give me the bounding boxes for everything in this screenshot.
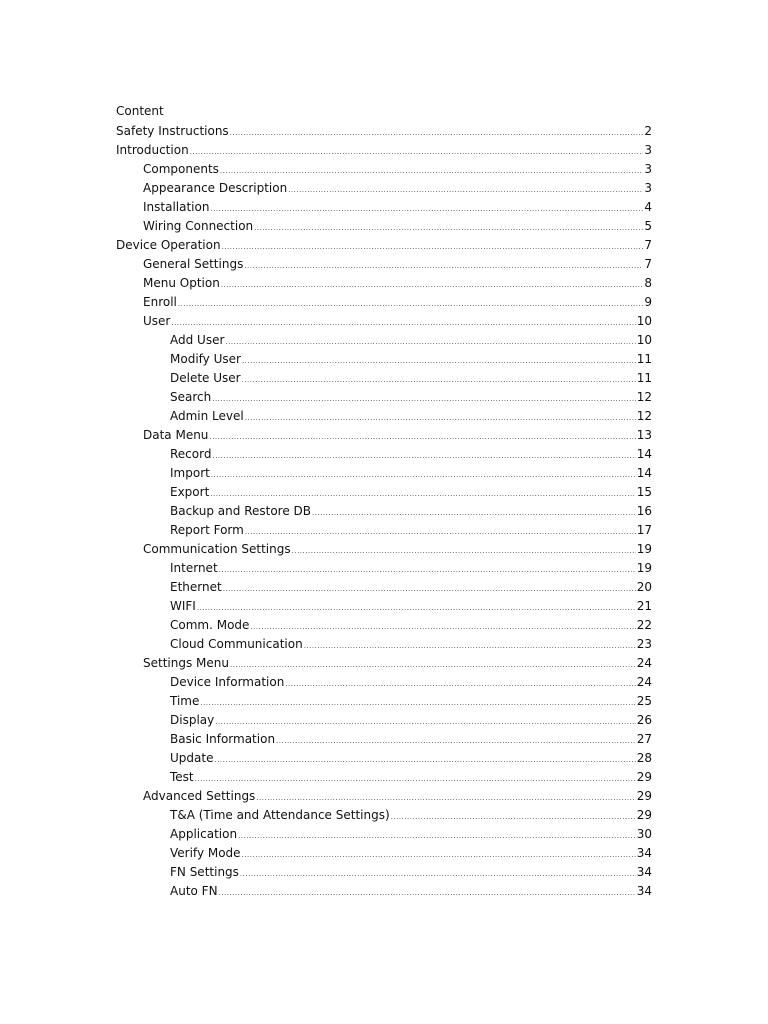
dot-leader [304,637,636,654]
toc-entry[interactable] [116,844,652,863]
toc-entry[interactable] [116,141,652,160]
toc-page-number: 28 [636,751,652,765]
toc-entry-label: T&A (Time and Attendance Settings) [170,808,390,822]
toc-entry-label: Settings Menu [143,656,229,670]
toc-entry-label: Report Form [170,523,244,537]
dot-leader [221,276,644,293]
dot-leader [285,675,635,692]
toc-page-number: 5 [644,219,652,233]
dot-leader [222,238,644,255]
dot-leader [245,409,636,426]
toc-page-number: 3 [644,162,652,176]
dot-leader [230,124,644,141]
dot-leader [230,656,636,673]
dot-leader [219,884,636,901]
toc-entry[interactable] [116,692,652,711]
toc-page-number: 30 [636,827,652,841]
toc-entry-label: Display [170,713,215,727]
toc-page-number: 4 [644,200,652,214]
table-of-contents [116,122,652,901]
toc-entry-label: Verify Mode [170,846,241,860]
dot-leader [211,466,636,483]
toc-entry[interactable] [116,502,652,521]
dot-leader [190,143,644,160]
toc-entry[interactable] [116,730,652,749]
toc-entry-label: Advanced Settings [143,789,256,803]
toc-entry-label: Record [170,447,212,461]
toc-page-number: 7 [644,257,652,271]
dot-leader [212,447,635,464]
dot-leader [225,333,635,350]
toc-page-number: 8 [644,276,652,290]
toc-entry[interactable] [116,331,652,350]
toc-page-number: 19 [636,542,652,556]
dot-leader [240,865,636,882]
toc-page-number: 29 [636,808,652,822]
dot-leader [210,200,643,217]
toc-entry-label: Backup and Restore DB [170,504,312,518]
toc-entry-label: General Settings [143,257,244,271]
dot-leader [210,485,635,502]
dot-leader [276,732,636,749]
toc-entry[interactable] [116,635,652,654]
toc-entry[interactable] [116,559,652,578]
toc-page-number: 15 [636,485,652,499]
dot-leader [200,694,635,711]
dot-leader [245,523,636,540]
toc-page-number: 20 [636,580,652,594]
toc-entry[interactable] [116,578,652,597]
toc-page-number: 24 [636,675,652,689]
toc-entry[interactable] [116,483,652,502]
toc-entry[interactable] [116,825,652,844]
toc-entry-label: WIFI [170,599,196,613]
toc-entry[interactable] [116,749,652,768]
toc-entry-label: Enroll [143,295,177,309]
toc-entry-label: User [143,314,171,328]
toc-entry[interactable] [116,768,652,787]
toc-entry-label: Safety Instructions [116,124,229,138]
toc-entry[interactable] [116,255,652,274]
toc-entry-label: Cloud Communication [170,637,303,651]
toc-entry[interactable] [116,274,652,293]
dot-leader [209,428,635,445]
dot-leader [242,352,636,369]
dot-leader [219,561,636,578]
toc-entry[interactable] [116,350,652,369]
toc-entry[interactable] [116,597,652,616]
toc-entry-label: Admin Level [170,409,244,423]
toc-page-number: 14 [636,447,652,461]
toc-page-number: 9 [644,295,652,309]
dot-leader [171,314,635,331]
toc-entry-label: Application [170,827,238,841]
toc-entry[interactable] [116,426,652,445]
toc-entry-label: Device Information [170,675,285,689]
toc-entry-label: Delete User [170,371,241,385]
toc-page-number: 3 [644,143,652,157]
toc-page-number: 34 [636,846,652,860]
toc-entry-label: Add User [170,333,225,347]
toc-entry-label: Wiring Connection [143,219,254,233]
dot-leader [391,808,636,825]
toc-page-number: 34 [636,865,652,879]
toc-page-number: 22 [636,618,652,632]
dot-leader [195,770,636,787]
dot-leader [244,257,643,274]
toc-page-number: 21 [636,599,652,613]
toc-entry-label: Menu Option [143,276,220,290]
toc-page-number: 29 [636,789,652,803]
toc-entry-label: Time [170,694,200,708]
toc-entry-label: Installation [143,200,210,214]
toc-entry-label: Test [170,770,194,784]
dot-leader [256,789,635,806]
toc-entry[interactable] [116,673,652,692]
toc-page-number: 25 [636,694,652,708]
toc-page-number: 11 [636,352,652,366]
toc-entry[interactable] [116,122,652,141]
toc-entry-label: Ethernet [170,580,222,594]
toc-page-number: 29 [636,770,652,784]
toc-entry-label: Appearance Description [143,181,288,195]
toc-entry[interactable] [116,540,652,559]
toc-entry-label: Search [170,390,212,404]
dot-leader [220,162,643,179]
toc-entry-label: Comm. Mode [170,618,250,632]
dot-leader [254,219,643,236]
toc-page-number: 17 [636,523,652,537]
toc-entry[interactable] [116,293,652,312]
toc-entry[interactable] [116,369,652,388]
toc-entry[interactable] [116,312,652,331]
toc-entry[interactable] [116,806,652,825]
dot-leader [223,580,636,597]
toc-entry-label: FN Settings [170,865,239,879]
toc-page-number: 10 [636,314,652,328]
toc-entry-label: Components [143,162,219,176]
toc-entry[interactable] [116,616,652,635]
dot-leader [250,618,635,635]
dot-leader [312,504,636,521]
toc-page-number: 12 [636,390,652,404]
toc-page-number: 19 [636,561,652,575]
toc-page-number: 7 [644,238,652,252]
toc-entry[interactable] [116,711,652,730]
toc-entry[interactable] [116,217,652,236]
toc-entry-label: Data Menu [143,428,209,442]
toc-page-number: 34 [636,884,652,898]
toc-entry[interactable] [116,160,652,179]
toc-entry[interactable] [116,445,652,464]
toc-entry[interactable] [116,179,652,198]
dot-leader [242,846,636,863]
toc-heading: Content [116,104,164,118]
dot-leader [242,371,636,388]
toc-page-number: 2 [644,124,652,138]
toc-page-number: 12 [636,409,652,423]
toc-entry[interactable] [116,882,652,901]
toc-entry-label: Import [170,466,210,480]
toc-entry-label: Device Operation [116,238,221,252]
toc-entry-label: Basic Information [170,732,276,746]
toc-entry-label: Export [170,485,210,499]
toc-page-number: 13 [636,428,652,442]
dot-leader [214,751,635,768]
toc-entry[interactable] [116,464,652,483]
toc-entry-label: Internet [170,561,218,575]
toc-page-number: 23 [636,637,652,651]
toc-page-number: 11 [636,371,652,385]
dot-leader [292,542,636,559]
toc-page-number: 14 [636,466,652,480]
toc-entry[interactable] [116,388,652,407]
toc-entry[interactable] [116,198,652,217]
toc-entry[interactable] [116,407,652,426]
dot-leader [288,181,643,198]
toc-entry-label: Introduction [116,143,189,157]
dot-leader [215,713,635,730]
dot-leader [197,599,636,616]
toc-entry[interactable] [116,654,652,673]
toc-page-number: 24 [636,656,652,670]
toc-entry[interactable] [116,863,652,882]
dot-leader [238,827,636,844]
toc-entry[interactable] [116,236,652,255]
dot-leader [178,295,643,312]
dot-leader [212,390,635,407]
toc-entry-label: Auto FN [170,884,218,898]
toc-page-number: 10 [636,333,652,347]
toc-page-number: 3 [644,181,652,195]
toc-entry-label: Modify User [170,352,241,366]
toc-page-number: 16 [636,504,652,518]
toc-entry[interactable] [116,787,652,806]
toc-entry[interactable] [116,521,652,540]
toc-page-number: 26 [636,713,652,727]
toc-entry-label: Communication Settings [143,542,291,556]
toc-entry-label: Update [170,751,214,765]
toc-page-number: 27 [636,732,652,746]
